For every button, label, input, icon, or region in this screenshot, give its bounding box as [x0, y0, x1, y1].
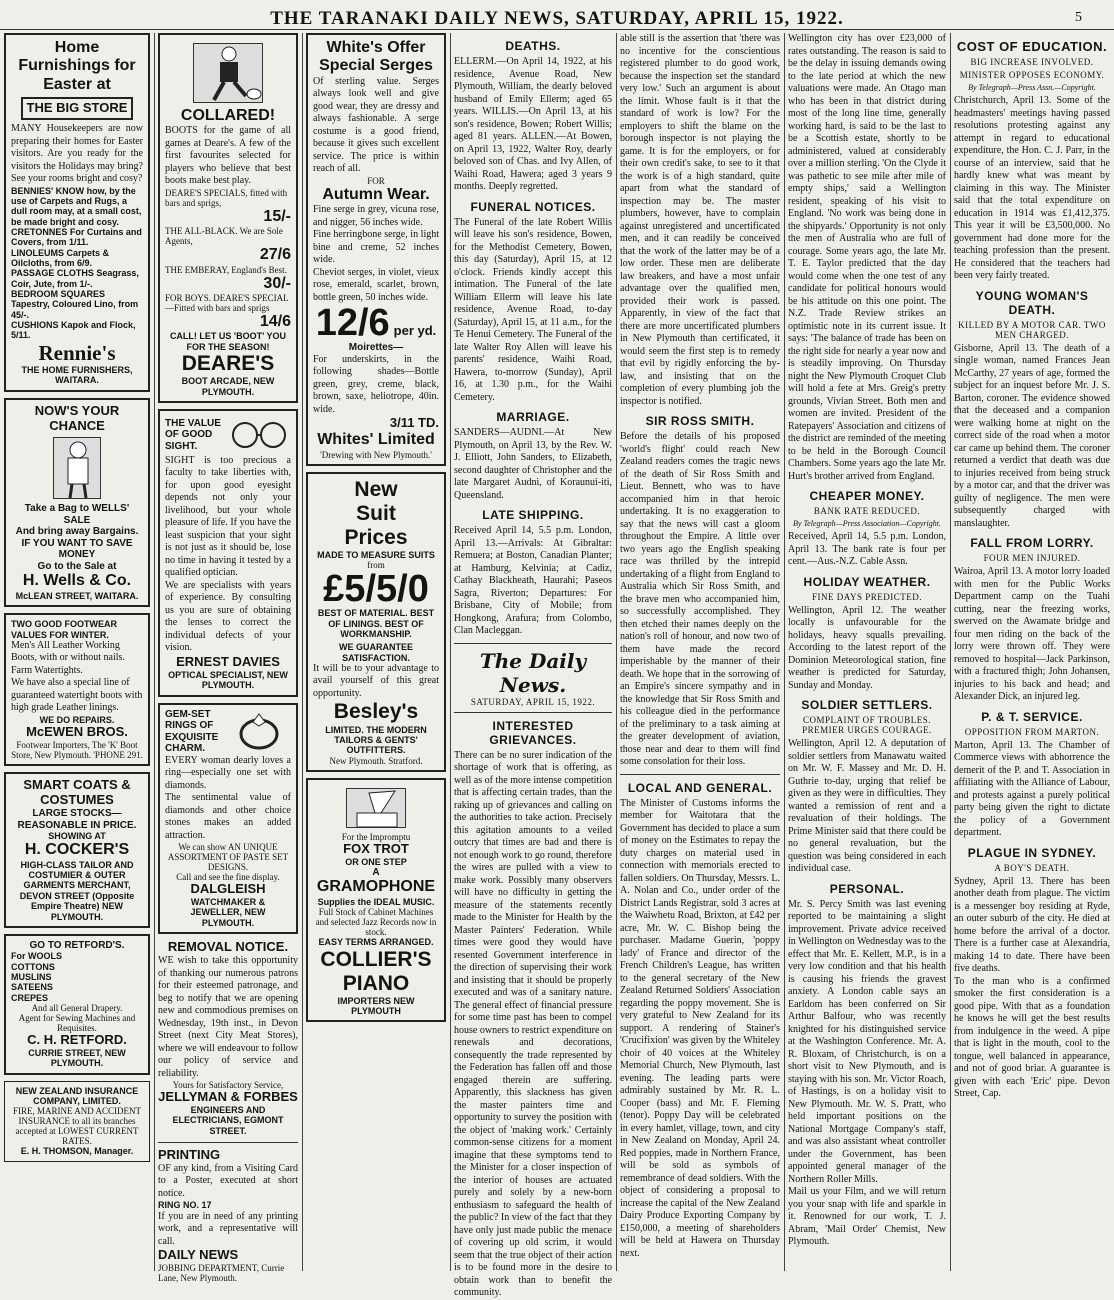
ad-item: BEDROOM SQUARES Tapestry, Coloured Lino, from 45/-. — [11, 289, 139, 320]
article-text: Received, April 14, 5.5 p.m. London, April 13. The bank rate is four per cent.—Aus.-N.Z. Cable Assn. — [788, 531, 946, 567]
ad-line: WE GUARANTEE SATISFACTION. — [339, 642, 413, 663]
ad-item: CREPES — [11, 992, 49, 1003]
ad-title: PRINTING — [158, 1146, 221, 1162]
ad-line: Yours for Satisfactory Service, — [172, 1080, 284, 1090]
ad-line: New — [354, 477, 398, 501]
separator — [454, 643, 612, 644]
section-heading: FUNERAL NOTICES. — [470, 199, 596, 214]
ad-line: Farm Watertights. — [11, 664, 83, 676]
ad-title: THE VALUE OF GOOD SIGHT. — [165, 417, 221, 452]
whites-ad — [306, 33, 446, 466]
ad-line: DAILY NEWS — [158, 1247, 239, 1263]
paper-nameplate: The Daily News. — [479, 648, 587, 697]
section-heading: SOLDIER SETTLERS. — [801, 698, 933, 712]
notices-text: Received April 14, 5.5 p.m. London, April 13.—Arrivals: At Gibraltar: Remuera; at Boston, Canadian Planter; at Hamburg, Kelvinia; at Cadiz, Cathay Blackheath, Haurahi; Paseos Sagra, Riverton; Departures: For Brisbane, City of Mobile; from Hongkong, Arafura; from Colombo, Clan Macleggan. — [454, 525, 612, 636]
ad-title: Home Furnishings for Easter at — [18, 39, 136, 93]
section-subheading: FOUR MEN INJURED. — [983, 553, 1081, 563]
ad-price: 14/6 — [259, 313, 291, 331]
article-text: Gisborne, April 13. The death of a single woman, named Frances Jean McCarthy, 27 years of age, formed the subject for an inquest before Mr. J. S. Barton, coroner. The evidence showed that the deceased and a companion were walking home at night on the correct side of the road when a motor car came up behind them. The coroner returned a verdict that death was due to injuries received from being struck by a motor car, and that the driver was guilty of negligence. The men were subsequently charged with manslaughter. — [954, 342, 1110, 529]
column-rule — [616, 33, 617, 1271]
ad-price: 3/11 TD. — [389, 415, 439, 431]
advertiser-sub: 'Drewing with New Plymouth.' — [320, 449, 432, 460]
ad-price: 12/6 — [315, 302, 390, 345]
ad-line: CALL! LET US 'BOOT' YOU FOR THE SEASON! — [169, 331, 287, 352]
ad-item: CUSHIONS Kapok and Flock, 5/11. — [11, 320, 136, 341]
ad-body: EVERY woman dearly loves a ring—especially one set with diamonds. — [165, 754, 291, 791]
ernest-davies-ad — [158, 409, 298, 697]
masthead-title: THE TARANAKI DAILY NEWS, SATURDAY, APRIL 15, 1922. — [270, 8, 844, 29]
ad-item: LINOLEUMS Carpets & Oilcloths, from 6/9. — [11, 247, 110, 269]
section-heading: MARRIAGE. — [496, 410, 570, 424]
notices-text: SANDERS—AUDNI.—At New Plymouth, on April 13, by the Rev. W. J. Elliott, John Sanders, to Elizabeth, second daughter of Christopher and the late Margaret Audni, of Koraunui-iti, Queensland. — [454, 427, 612, 501]
retford-ad — [4, 934, 150, 1075]
advertiser-name: COLLIER'S PIANO — [320, 947, 432, 995]
column-6 — [788, 33, 946, 1273]
ad-price: 30/- — [263, 274, 291, 292]
ad-line: Moirettes— — [348, 342, 404, 354]
price-unit: per yd. — [393, 323, 437, 339]
advertiser-sub: HIGH-CLASS TAILOR AND COSTUMIER & OUTER GARMENTS MERCHANT, DEVON STREET (Opposite Empire Theatre) NEW PLYMOUTH. — [19, 859, 135, 922]
colliers-ad — [306, 778, 446, 1023]
ad-body: Of sterling value. Serges always look well and give good wear, they are dressy and always fashionable. A serge costume is a good friend, because it gives such excellent service. The price is within reach of all. — [313, 75, 439, 175]
section-heading: SIR ROSS SMITH. — [645, 414, 755, 428]
ad-line: FIRE, MARINE AND ACCIDENT INSURANCE to all its branches accepted at LOWEST CURRENT RATES. — [12, 1106, 141, 1147]
ad-line: Go to the Sale at — [37, 560, 117, 572]
section-heading: P. & T. SERVICE. — [981, 709, 1083, 724]
ad-line: Supplies the IDEAL MUSIC. — [317, 896, 435, 907]
ad-item: SATEENS — [11, 982, 53, 993]
section-heading: FALL FROM LORRY. — [970, 536, 1094, 550]
editorial-text: There can be no surer indication of the shortage of work that is offering, as well as of the more intense competition that is affecting certain trades, than the raking up of grievances and calling on the authorities to take action. Precisely this agitation amounts to a veiled outcry that times are bad and there is not enough work to go round, therefore the wires are pulled with a view to make work. Possibly many observers will have no difficulty in getting the measure of the statements recently made to the Minister for Health by the Master Painters' Federation. While times were good they would have resented Government interference in the direction of supervising their work and insisting that it should be properly executed and was of a sanitary nature. The general effect of financial pressure for some time past has been to compel house owners to restrict expenditure on renewals and decorations, consequently the trade represented by the Federation has fallen off and those engaged therein are suffering. Apparently, this slackness has given the master painters time and opportunity to survey the position with the object of 'making work.' Certainly common-sense citizens for a moment imagine that these symptoms tend to the Minister for a closer inspection of the interior of houses are actuated purely and solely by a new-born enthusiasm to safeguard the health of the public? In view of the fact that they have only just made public the menace of covering up old scrim, it would seem that the true object of their action is to be found more in the desire to obtain work than to benefit the community. — [454, 749, 612, 1298]
notices-text: ELLERM.—On April 14, 1922, at his residence, Avenue Road, New Plymouth, William, the dearly beloved husband of Emily Ellerm; aged 65 years. WILLIS.—On April 13, at his son's residence, Bowen; Robert Willis; aged 81 years. ALLEN.—At Bowen, on April 13, 1922, Walter Roy, dearly beloved son of Chas. and Ivy Allen, of Waihi Road, Hawera; aged 3 years 9 months. Deeply regretted. — [454, 56, 612, 192]
ad-body: The sentimental value of diamonds and other choice stones makes an added attraction. — [165, 792, 291, 841]
ad-line: Men's All Leather Working Boots, with or without nails. — [11, 639, 125, 664]
article-text: The Minister of Customs informs the member for Waitotara that the Government has decided to place a sum of money on the Estimates to repay the duty charges on material used in connection with memorials erected to fallen soldiers. On Thursday, Messrs. L. A. Nolan and Co., under order of the District Lands Registrar, sold 3 acres at the Waiwhetu Road, Brixton, at £42 per acre, Mr. W. C. Bishop being the purchaser. Madame Guerin, 'poppy lady' of France and director of the French Children's League, has written to the general secretary of the New Zealand Returned Soldiers' Association regarding the poppy movement. She is very grateful to New Zealand for its support. A rendering of Stainer's 'Crucifixion' was given by the Whiteley choir of 40 voices at the Whiteley Memorial Church, New Plymouth, last evening. The leading parts were admirably sustained by Mr. R. L. Cooper (bass) and Mr. F. Fleming (tenor). Poppy Day will be celebrated in every hamlet, village, town, and city in New Zealand on Monday, April 24. Red poppies, made in Northern France, will be sold as symbols of remembrance of dead soldiers. With the object of considering a proposal to increase the capital of the New Zealand Dairy Produce Exporting Company by £150,000, a meeting of shareholders will be held at Hawera on Thursday next. — [620, 797, 780, 1259]
ad-line: IF YOU WANT TO SAVE MONEY — [21, 537, 133, 561]
ad-line: Agent for Sewing Machines and Requisites. — [18, 1013, 136, 1034]
advertiser-sub: OPTICAL SPECIALIST, NEW PLYMOUTH. — [168, 669, 288, 691]
column-4 — [454, 33, 612, 1298]
wells-sale-ad — [4, 398, 150, 608]
section-subheading: FINE DAYS PREDICTED. — [812, 591, 922, 602]
section-heading: LOCAL AND GENERAL. — [627, 780, 773, 795]
editorial-date: SATURDAY, APRIL 15, 1922. — [470, 696, 596, 707]
ad-body: SIGHT is too precious a faculty to take liberties with, for upon good eyesight depends not only your livelihood, but your whole pleasure of life. If you have the least suspicion that your sight is not just as it should be, lose no time in having it tested by a qualified optician. — [165, 454, 291, 579]
article-text: Wellington city has over £23,000 of rates outstanding. The reason is said to be the delay in issuing demands owing to the late period at which the new valuations were made. An Otago man who has been in that district during most of the long line time, generally working hard, is said to be the last to be a Scottish estate, shortly to be administered, valued at considerably over a million sterling. 'On the Clyde it was pathetic to see mile after mile of empty ships,' said a Wellington resident, speaking of his visit to England. 'No work was being done in the shipyards.' Opportunity is not only the men of Australia who are full of courage. Some years ago, the late Mr. T. E. Taylor predicted that the day would come when the one test of any candidate for political honours would be his attitude on this one point. The N.Z. Trade Review strikes an optimistic note in its current issue. It says: 'The balance of trade has been on the right side for nearly a year now and is steadily improving. On Thursday night the New Plymouth Croquet Club will hold a fete at Mrs. Greig's pretty grounds, Vivian Street. Both men and women are invited. President of the Ratepayers' Association and citizens of the district are reminded of the meeting to be held in the Borough Council Chambers. Some years ago the late Mr. Hurt's brother arrived from England. — [788, 33, 946, 482]
ad-item: PASSAGE CLOTHS Seagrass, Coir, Jute, from 1/-. — [11, 268, 139, 289]
article-text: Mr. S. Percy Smith was last evening reported to be maintaining a slight improvement. Private advice received in Wellington on Wednesday was to the effect that Mr. E. Kellett, M.P., is in a very low condition and that his health is causing his friends the gravest anxiety. A London cable says an Earldom has been conferred on Sir Arthur Balfour, who was recently knighted for his distinguished service at the Washington Conference. Mr. A. R. Bloxam, of Christchurch, is on a short visit to New Plymouth, and is staying with his son. Mr. Victor Roach, of Hastings, is on a holiday visit to New Plymouth. Mr. W. S. Pratt, who held important positions on the National Mortgage Company's staff, and was also assistant wheat controller under the Government, has been appointed general manager of the Northern Roller Mills. — [788, 898, 946, 1185]
page-number: 5 — [1075, 10, 1082, 25]
column-rule — [950, 33, 951, 1271]
deare-ad — [158, 33, 298, 403]
ad-line: THE ALL-BLACK. We are Sole Agents, — [165, 226, 283, 247]
ad-line: JOBBING DEPARTMENT, Currie Lane, New Plymouth. — [158, 1263, 285, 1284]
ad-line: WE DO REPAIRS. — [39, 714, 115, 725]
section-heading: HOLIDAY WEATHER. — [803, 574, 931, 589]
ad-price: £5/5/0 — [323, 568, 429, 611]
ad-line: BEST OF MATERIAL. BEST OF LININGS. BEST OF WORKMANSHIP. — [317, 608, 435, 639]
ad-body: MANY Housekeepers are now preparing their homes for Easter visitors. Are you ready for the visitors the Holidays may bring? See your rooms bright and cosy? — [11, 123, 143, 185]
advertiser-sub: IMPORTERS NEW PLYMOUTH — [337, 995, 415, 1017]
ad-line: We can show AN UNIQUE ASSORTMENT OF PASTE SET DESIGNS. — [167, 842, 289, 873]
advertiser-sub: Footwear Importers, The 'K' Boot Store, New Plymouth. 'PHONE 291. — [11, 740, 143, 761]
editorial-text: able still is the assertion that 'there was no incentive for the conscientious registered plumber to do good work, because the inspection set the standard very low.' Such an argument is about the limit. Whose fault is it that the standard of work is low? For the employers to shift the blame on the borough inspector is not playing the game. It is for the employers, or for their own credit's sake, to see to it that the work is of a high standard, quite apart from what the standard of inspection may be. The master plumbers, however, have to complain against unregistered and uncertificated men, and it can readily be conceived that the work of the latter may be of a low order. These men are deliberate law breakers, and have a most unfair advantage over the qualified men, provided their work is passed. Apparently, in view of the fact that there are more uncertificated plumbers in New Plymouth than certificated, it would seem the first step is to remedy that evil by rigidly enforcing the by-law, and insisting that on the completion of every plumbing job the inspector is notified. — [620, 33, 780, 407]
advertiser-name: ERNEST DAVIES — [176, 653, 280, 669]
credit-line: By Telegraph—Press Assn.—Copyright. — [968, 83, 1096, 92]
ad-title: GEM-SET RINGS OF EXQUISITE CHARM. — [165, 708, 219, 755]
section-heading: CHEAPER MONEY. — [809, 489, 925, 503]
column-rule — [154, 33, 155, 1271]
ad-price: 27/6 — [259, 246, 291, 264]
ring-illustration-icon — [229, 712, 289, 752]
advertiser-name: Rennie's — [38, 340, 116, 365]
section-subheading: KILLED BY A MOTOR CAR. TWO MEN CHARGED. — [958, 319, 1106, 340]
article-text: To the man who is a confirmed smoker the first consideration is a good pipe. With that as a foundation he knows he will get the best results from indulgence in the weed. A pipe that is light in the mouth, cool to the tongue, well balanced in appearance, and not of good briar. A guarantee is given with each 'Eric' pipe. Devon Street, Cap. — [954, 975, 1110, 1099]
ad-line: A — [372, 866, 380, 878]
advertiser-sub: THE HOME FURNISHERS, WAITARA. — [21, 364, 133, 386]
advertiser-sub: BOOT ARCADE, NEW PLYMOUTH. — [181, 376, 275, 397]
advertiser-name: McEWEN BROS. — [26, 724, 128, 740]
ad-line: LARGE STOCKS—REASONABLE IN PRICE. — [17, 808, 137, 831]
ad-line: FOR BOYS. DEARE'S SPECIAL—Fitted with bars and sprigs — [165, 293, 289, 314]
advertiser-name: Whites' Limited — [317, 431, 435, 449]
notices-text: The Funeral of the late Robert Willis will leave his son's residence, Bowen, for the Methodist Cemetery, Bowen, this day (Saturday), April 15, at 12 o'clock. Friends kindly accept this intimation. The Funeral of the late William Ellerm will leave his late residence, Avenue Road, to-day (Saturday), April 15, at 11 a.m., for the Te Henui Cemetery. The Funeral of the late Walter Roy Allen will leave his parents' residence, Waihi Road, Hawera, to-morrow (Sunday), April 16, at 1.30 p.m., for the Waihi Cemetery. — [454, 216, 612, 403]
ad-line: GO TO RETFORD'S. — [29, 939, 125, 951]
section-heading: LATE SHIPPING. — [482, 508, 584, 522]
ad-line: We have also a special line of guaranteed watertight boots with high grade Leather linings. — [11, 677, 143, 714]
ad-line: Full Stock of Cabinet Machines and selected Jazz Records now in stock. — [315, 907, 437, 938]
advertiser-sub: WATCHMAKER & JEWELLER, NEW PLYMOUTH. — [190, 897, 266, 928]
store-logo: THE BIG STORE — [21, 97, 133, 120]
ad-line: Take a Bag to WELLS' SALE — [24, 503, 130, 526]
ad-line: NOW'S YOUR CHANCE — [34, 402, 120, 433]
advertiser-name: C. H. RETFORD. — [27, 1032, 127, 1048]
ad-body: Fine herringbone serge, in light bine and creme, 52 inches wide. — [313, 229, 439, 266]
ad-line: SMART COATS & COSTUMES — [23, 777, 131, 808]
mcewen-ad — [4, 613, 150, 766]
cocker-ad — [4, 772, 150, 928]
insurance-ad — [4, 1081, 150, 1162]
printing-ad — [158, 1148, 298, 1283]
ad-body: For underskirts, in the following shades—Bottle green, grey, creme, black, brown, saxe, heliotrope, 40in. wide. — [313, 353, 439, 415]
advertiser-sub: New Plymouth. Stratford. — [329, 755, 423, 766]
column-rule — [302, 33, 303, 1271]
editorial-heading: INTERESTED GRIEVANCES. — [489, 718, 577, 747]
ad-line: FOR — [367, 175, 385, 186]
column-rule — [450, 33, 451, 1271]
ad-line: THE EMBERAY, England's Best. — [165, 264, 287, 275]
footballer-illustration-icon — [193, 43, 263, 103]
section-subheading: BANK RATE REDUCED. — [813, 506, 921, 516]
ad-line: MADE TO MEASURE SUITS — [317, 549, 435, 560]
ad-line: NEW ZEALAND INSURANCE COMPANY, LIMITED. — [15, 1085, 139, 1107]
credit-line: By Telegraph—Press Association—Copyright. — [793, 519, 941, 528]
ad-body: Fine serge in grey, vicuna rose, and nigger, 56 inches wide. — [313, 204, 439, 228]
ad-line: EASY TERMS ARRANGED. — [318, 937, 434, 948]
ad-item: COTTONS — [11, 961, 55, 972]
section-subheading: MINISTER OPPOSES ECONOMY. — [959, 70, 1105, 80]
article-text: Mail us your Film, and we will return you your snap with life and sparkle in it. Renowned for our work, T. J. Abram, 'Mail Order' Chemist, New Plymouth. — [788, 1186, 946, 1247]
ad-line: And bring away Bargains. — [15, 526, 139, 538]
advertiser-sub: CURRIE STREET, NEW PLYMOUTH. — [28, 1048, 126, 1069]
column-3 — [306, 33, 446, 1273]
column-5 — [620, 33, 780, 1273]
section-heading: PERSONAL. — [829, 881, 905, 896]
ad-line: TWO GOOD FOOTWEAR VALUES FOR WINTER. — [11, 619, 117, 640]
dalgleish-ad — [158, 703, 298, 934]
masthead — [0, 0, 1114, 30]
advertiser-sub: LIMITED. THE MODERN TAILORS & GENTS' OUTFITTERS. — [325, 724, 427, 756]
ad-body: OF any kind, from a Visiting Card to a Poster, executed at short notice. — [158, 1162, 298, 1199]
ad-line: For the Impromptu — [341, 831, 411, 842]
ad-body: We are specialists with years of experience. By consulting us you are sure of obtaining the lenses to correct the individual defects of your vision. — [165, 579, 291, 654]
section-heading: DEATHS. — [505, 39, 561, 53]
ad-title: REMOVAL NOTICE. — [167, 939, 289, 955]
advertiser-name: E. H. THOMSON, Manager. — [20, 1146, 134, 1157]
section-heading: COST OF EDUCATION. — [956, 39, 1108, 54]
article-text: Christchurch, April 13. Some of the headmasters' meetings having passed resolutions protesting against any attempt in regard to educational expenditure, the Hon. C. J. Parr, in the course of an interview, said that he hardly knew what was meant by claiming in this way. The Minister said that the total expenditure on education in 1914 was £1,412,375. This year it will be £3,500,000. No government had done more for the teaching profession than the present. He considered that the teachers had been very fairly treated. — [954, 95, 1110, 281]
besleys-ad — [306, 472, 446, 772]
separator — [158, 1142, 298, 1143]
separator — [620, 774, 780, 775]
advertiser-sub: McLEAN STREET, WAITARA. — [15, 590, 139, 601]
big-store-ad — [4, 33, 150, 392]
ad-line: Prices — [344, 525, 408, 549]
section-subheading: COMPLAINT OF TROUBLES. PREMIER URGES COURAGE. — [802, 715, 932, 735]
column-1 — [4, 33, 150, 1273]
section-heading: PLAGUE IN SYDNEY. — [967, 845, 1097, 860]
advertiser-name: Besley's — [333, 700, 419, 724]
section-heading: YOUNG WOMAN'S DEATH. — [975, 288, 1089, 317]
ad-item: BENNIES' KNOW how, by the use of Carpets and Rugs, a dull room may, at a small cost, be made bright and cosy. — [11, 185, 142, 227]
advertiser-name: JELLYMAN & FORBES — [158, 1089, 298, 1104]
ad-line: from — [367, 560, 385, 571]
ad-line: RING NO. 17 — [158, 1200, 212, 1211]
ad-line: OR ONE STEP — [345, 856, 407, 867]
ad-item: MUSLINS — [11, 972, 52, 983]
ad-line: Suit — [356, 501, 396, 525]
ad-line: FOX TROT — [343, 840, 409, 856]
advertiser-name: H. Wells & Co. — [22, 572, 132, 590]
ad-line: SHOWING AT — [48, 831, 106, 842]
ad-body: BOOTS for the game of all games at Deare's. A few of the first favourites selected for players who believe that best boots make best play. — [165, 125, 291, 187]
ad-line: Call and see the fine display. — [176, 872, 280, 883]
article-text: Marton, April 13. The Chamber of Commerce views with abhorrence the demerit of the P. and T. Association in affiliating with the Alliance of Labour, and protests against a purely political party being given the right to dictate the policy of a Government department. — [954, 739, 1110, 838]
column-7 — [954, 33, 1110, 1273]
section-subheading: A BOY'S DEATH. — [994, 862, 1070, 873]
ad-title: Autumn Wear. — [322, 185, 430, 203]
section-subheading: BIG INCREASE INVOLVED. — [970, 57, 1094, 67]
advertiser-sub: ENGINEERS AND ELECTRICIANS, EGMONT STREET. — [172, 1104, 284, 1136]
separator — [454, 712, 612, 713]
ad-body: WE wish to take this opportunity of thanking our numerous patrons for their esteemed patronage, and beg to notify that we are opening new and commodious premises on Wednesday, 19th inst., in Devon Street (next City Meat Stores), where we will endeavour to follow our policy of service and reliability. — [158, 955, 298, 1079]
article-text: Sydney, April 13. There has been another death from plague. The victim is a messenger boy residing at Ryde, an outer suburb of the city. He died at home before the arrival of a doctor. There is a further case at Alexandria, making 14 to date. There have been five deaths. — [954, 875, 1110, 974]
ad-line: DEARE'S SPECIALS, fitted with bars and sprigs, — [165, 187, 288, 208]
gramophone-illustration-icon — [346, 788, 406, 828]
ad-body: Cheviot serges, in violet, vieux rose, emerald, scarlet, brown, bottle green, 50 inches wide. — [313, 266, 439, 303]
article-text: Wellington, April 12. A deputation of soldier settlers from Manawatu waited on Mr. W. F. Massey and Mr. D. H. Guthrie to-day, urging that relief be given as they were in difficulties. They wanted a remission of rent and a revaluation of their holdings. The Prime Minister said that there could be no general revaluation, but the question was being considered in each individual case. — [788, 738, 946, 874]
advertiser-name: H. COCKER'S — [24, 841, 130, 859]
spectacles-illustration-icon — [229, 415, 289, 455]
ad-body: It will be to your advantage to avail yourself of this great opportunity. — [313, 662, 439, 699]
article-text: Wellington, April 12. The weather locally is unfavourable for the holidays, heavy squalls prevailing. According to the latest report of the Dominion Meteorological station, fine weather is predicted for Saturday, Sunday and Monday. — [788, 604, 946, 691]
ad-line: And all General Drapery. — [31, 1003, 123, 1014]
advertiser-name: DALGLEISH — [190, 881, 266, 897]
article-text: Before the details of his proposed 'world's flight' could reach New Zealand readers comes the tragic news of the death of Sir Ross Smith and Lieut. Bennett, who was to have accompanied him in that heroic undertaking. It is no exaggeration to say that the news will cast a gloom throughout the Empire. A little over two years ago the English speaking race was thrilled by the intrepid undertaking of a flight from England to Australia which Sir Ross Smith, and the brave men who accompanied him, so successfully accomplished. They then etched their names deeply on the nation's roll of honour, and now two of them have made the record imperishable by the manner of their death. We hope that in the sorrowing of an Empire's sincere sympathy and in the knowledge that Sir Ross Smith and his colleague died in the performance of the preliminary to a task aiming at the greater development of aviation, those near and dear to them will find some consolation for their loss. — [620, 431, 780, 767]
advertiser-name: DEARE'S — [181, 352, 275, 376]
section-subheading: OPPOSITION FROM MARTON. — [964, 726, 1100, 737]
column-rule — [784, 33, 785, 1271]
ad-title: COLLARED! — [180, 107, 276, 124]
porter-illustration-icon — [53, 437, 101, 499]
ad-title: White's Offer Special Serges — [319, 39, 433, 75]
column-2 — [158, 33, 298, 1284]
ad-item: CRETONNES For Curtains and Covers, from 1/11. — [11, 226, 142, 248]
ad-price: 15/- — [263, 207, 291, 225]
ad-body: If you are in need of any printing work, and a representative will call. — [158, 1210, 298, 1247]
ad-line: GRAMOPHONE — [316, 878, 436, 896]
jellyman-forbes-ad — [158, 940, 298, 1136]
ad-item: For WOOLS — [11, 951, 62, 962]
article-text: Wairoa, April 13. A motor lorry loaded with men for the Public Works Department camp on the Tuahi cutting, near the freezing works, swerved on the Awamate bridge and four men riding on the back of the lorry were thrown off. They were removed to hospital—Jack Parkinson, with a fractured thigh; John Johansen, injuries to his back and head; and Alexander Dick, an injured leg. — [954, 566, 1110, 702]
